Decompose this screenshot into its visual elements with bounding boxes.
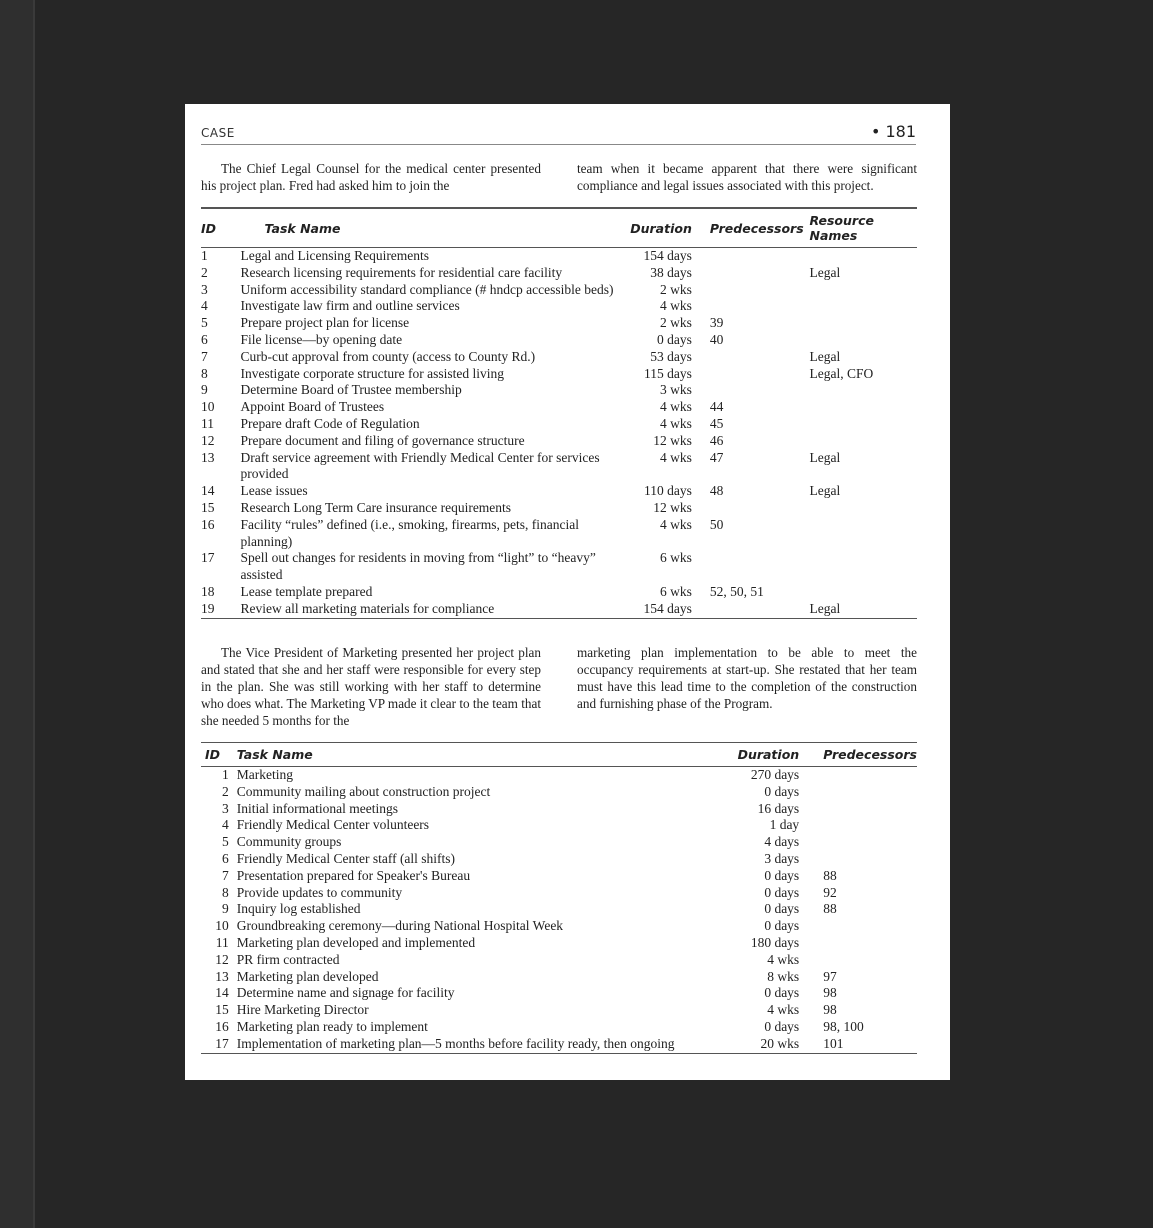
cell-resource-names	[810, 433, 918, 450]
book-page	[185, 104, 950, 1080]
col-resources-header: Resource Names	[809, 213, 874, 243]
cell-id: 11	[201, 415, 214, 431]
cell-task-name: Provide updates to community	[236, 884, 403, 900]
cell-predecessors	[692, 298, 810, 315]
cell-duration: 4 wks	[659, 298, 692, 314]
cell-duration: 6 wks	[659, 583, 692, 599]
cell-task-name: Research Long Term Care insurance requirements	[240, 499, 512, 515]
table-row	[201, 1036, 917, 1053]
table-row	[201, 315, 917, 332]
cell-duration: 180 days	[750, 934, 800, 950]
marketing-paragraph-right	[577, 644, 917, 712]
cell-duration: 154 days	[643, 248, 692, 263]
table-row	[201, 517, 917, 551]
table-row	[201, 584, 917, 601]
cell-duration: 154 days	[643, 600, 692, 616]
cell-id: 10	[201, 399, 215, 415]
cell-id: 7	[221, 867, 229, 883]
cell-task-name: Hire Marketing Director	[236, 1002, 369, 1018]
table-row	[201, 601, 917, 618]
intro-right-text: team when it became apparent that there were significant compliance and legal issues associated with this project.	[577, 161, 917, 193]
cell-predecessors	[692, 382, 810, 399]
table-row	[201, 399, 917, 416]
cell-task-name: Marketing plan developed and implemented	[236, 934, 476, 950]
cell-predecessors	[692, 601, 810, 618]
marketing-project-plan-table	[201, 742, 917, 1054]
cell-resource-names	[810, 332, 918, 349]
col-task-header: Task Name	[264, 220, 341, 236]
cell-id: 10	[215, 918, 229, 934]
cell-duration: 4 days	[764, 834, 800, 850]
cell-task-name: Community groups	[236, 834, 342, 850]
cell-predecessors: 98	[823, 1002, 837, 1018]
col-task-header: Task Name	[236, 747, 313, 762]
table-row	[201, 985, 917, 1002]
cell-task-name: Presentation prepared for Speaker's Bureau	[236, 867, 471, 883]
cell-predecessors: 98, 100	[823, 1018, 864, 1034]
table-row	[201, 885, 917, 902]
cell-predecessors: 40	[709, 331, 724, 347]
table-row	[201, 282, 917, 299]
legal-project-plan-table	[201, 207, 917, 619]
cell-id: 15	[215, 1002, 229, 1018]
cell-task-name: Lease template prepared	[240, 583, 373, 599]
cell-predecessors: 88	[823, 867, 837, 883]
cell-predecessors	[799, 851, 917, 868]
col-duration-header: Duration	[630, 220, 692, 236]
cell-duration: 16 days	[757, 800, 800, 816]
cell-duration: 20 wks	[760, 1035, 800, 1051]
cell-duration: 1 day	[769, 817, 800, 833]
cell-task-name: Research licensing requirements for residential care facility	[240, 264, 563, 280]
cell-resource-names	[810, 416, 918, 433]
cell-duration: 53 days	[650, 348, 692, 364]
cell-task-name: Friendly Medical Center staff (all shifts)	[236, 850, 456, 866]
table-row	[201, 851, 917, 868]
cell-predecessors	[692, 265, 810, 282]
cell-predecessors	[799, 817, 917, 834]
cell-id: 12	[201, 432, 215, 448]
page-number: • 181	[870, 122, 916, 141]
cell-duration: 38 days	[650, 264, 692, 280]
cell-predecessors: 101	[823, 1035, 844, 1051]
cell-duration: 4 wks	[659, 415, 692, 431]
marketing-right-text: marketing plan implementation to be able to meet the occupancy requirements at start-up. She restated that her team must have this lead time to the completion of the construction and furnishing phase of the Program.	[577, 645, 917, 711]
intro-left-text: The Chief Legal Counsel for the medical center presented his project plan. Fred had asked him to join the	[201, 161, 541, 193]
cell-id: 4	[201, 298, 208, 314]
cell-duration: 0 days	[764, 901, 800, 917]
header-rule	[201, 144, 916, 145]
cell-duration: 3 wks	[659, 382, 692, 398]
cell-duration: 4 wks	[767, 1002, 800, 1018]
cell-task-name: Lease issues	[240, 483, 308, 499]
cell-predecessors: 88	[823, 901, 837, 917]
cell-id: 8	[201, 365, 208, 381]
cell-predecessors: 44	[709, 399, 724, 415]
cell-predecessors: 50	[709, 516, 724, 532]
cell-duration: 4 wks	[767, 951, 800, 967]
cell-duration: 0 days	[764, 783, 800, 799]
cell-id: 16	[201, 516, 215, 532]
cell-resource-names: Legal	[809, 449, 841, 465]
table-row	[201, 834, 917, 851]
cell-duration: 4 wks	[659, 516, 692, 532]
cell-task-name: Legal and Licensing Requirements	[240, 248, 430, 263]
running-header-section: CASE	[201, 126, 235, 140]
table-row	[201, 550, 917, 584]
table-row	[201, 483, 917, 500]
cell-predecessors	[799, 918, 917, 935]
table-row	[201, 952, 917, 969]
table-row	[201, 817, 917, 834]
cell-id: 8	[221, 884, 229, 900]
cell-predecessors: 47	[709, 449, 724, 465]
cell-id: 14	[215, 985, 229, 1001]
cell-predecessors	[799, 801, 917, 818]
intro-paragraph-right	[577, 160, 917, 194]
cell-duration: 115 days	[643, 365, 692, 381]
cell-task-name: Appoint Board of Trustees	[240, 399, 385, 415]
cell-duration: 12 wks	[653, 432, 692, 448]
table-header-row	[201, 743, 917, 767]
cell-resource-names: Legal	[809, 483, 841, 499]
cell-id: 12	[215, 951, 229, 967]
cell-task-name: Spell out changes for residents in moving from “light” to “heavy” assisted	[240, 550, 596, 583]
cell-resource-names	[810, 399, 918, 416]
cell-id: 14	[201, 483, 215, 499]
cell-task-name: Investigate corporate structure for assisted living	[240, 365, 505, 381]
cell-task-name: Prepare draft Code of Regulation	[240, 415, 420, 431]
cell-resource-names	[810, 282, 918, 299]
cell-resource-names	[810, 550, 918, 584]
table-row	[201, 450, 917, 484]
cell-id: 6	[221, 850, 229, 866]
cell-duration: 2 wks	[659, 315, 692, 331]
cell-resource-names	[810, 517, 918, 551]
cell-predecessors	[799, 784, 917, 801]
cell-id: 6	[201, 331, 208, 347]
cell-id: 1	[221, 767, 229, 782]
cell-id: 4	[221, 817, 229, 833]
cell-resource-names: Legal, CFO	[809, 365, 874, 381]
cell-id: 13	[201, 449, 215, 465]
cell-duration: 2 wks	[659, 281, 692, 297]
table-row	[201, 433, 917, 450]
legal-table-body	[201, 248, 917, 619]
cell-predecessors: 92	[823, 884, 837, 900]
table-row	[201, 935, 917, 952]
cell-predecessors: 52, 50, 51	[709, 583, 764, 599]
cell-predecessors	[692, 550, 810, 584]
table-row	[201, 366, 917, 383]
cell-duration: 6 wks	[659, 550, 692, 566]
table-row	[201, 416, 917, 433]
cell-predecessors	[799, 952, 917, 969]
marketing-table-body	[201, 767, 917, 1054]
table-row	[201, 784, 917, 801]
cell-id: 15	[201, 499, 215, 515]
table-row	[201, 767, 917, 784]
cell-duration: 12 wks	[653, 499, 692, 515]
cell-id: 13	[215, 968, 229, 984]
cell-task-name: Friendly Medical Center volunteers	[236, 817, 430, 833]
cell-id: 18	[201, 583, 215, 599]
table-row	[201, 349, 917, 366]
cell-predecessors	[799, 767, 917, 784]
cell-task-name: Draft service agreement with Friendly Medical Center for services provided	[240, 449, 600, 482]
cell-id: 9	[221, 901, 229, 917]
cell-task-name: Marketing	[236, 767, 293, 782]
cell-duration: 4 wks	[659, 449, 692, 465]
cell-predecessors: 97	[823, 968, 837, 984]
cell-id: 2	[221, 783, 229, 799]
cell-task-name: Review all marketing materials for compliance	[240, 600, 495, 616]
cell-duration: 3 days	[764, 850, 800, 866]
cell-duration: 0 days	[656, 331, 692, 347]
table-row	[201, 1019, 917, 1036]
cell-id: 17	[201, 550, 215, 566]
table-header-row	[201, 208, 917, 248]
cell-id: 2	[201, 264, 208, 280]
cell-task-name: Determine Board of Trustee membership	[240, 382, 462, 398]
cell-id: 5	[201, 315, 208, 331]
col-predecessors-header: Predecessors	[823, 747, 917, 762]
cell-resource-names: Legal	[809, 600, 841, 616]
cell-predecessors: 39	[709, 315, 724, 331]
table-row	[201, 1002, 917, 1019]
cell-id: 1	[201, 248, 208, 263]
cell-resource-names	[810, 500, 918, 517]
cell-id: 9	[201, 382, 208, 398]
cell-duration: 0 days	[764, 884, 800, 900]
table-row	[201, 500, 917, 517]
table-row	[201, 901, 917, 918]
cell-id: 3	[221, 800, 229, 816]
cell-task-name: Prepare project plan for license	[240, 315, 410, 331]
cell-task-name: Groundbreaking ceremony—during National Hospital Week	[236, 918, 564, 934]
table-row	[201, 969, 917, 986]
cell-task-name: File license—by opening date	[240, 331, 403, 347]
marketing-left-text: The Vice President of Marketing presented her project plan and stated that she and her staff were responsible for every step in the plan. She was still working with her staff to determine who does what. The Marketing VP made it clear to the team that she needed 5 months for the	[201, 645, 541, 728]
cell-resource-names: Legal	[809, 348, 841, 364]
cell-task-name: Community mailing about construction project	[236, 783, 491, 799]
table-row	[201, 918, 917, 935]
table-row	[201, 332, 917, 349]
intro-paragraph-left	[201, 160, 541, 194]
cell-task-name: PR firm contracted	[236, 951, 340, 967]
table-row	[201, 248, 917, 265]
table-row	[201, 298, 917, 315]
table-row	[201, 265, 917, 282]
cell-resource-names	[810, 298, 918, 315]
viewer-sidebar	[0, 0, 35, 1228]
cell-duration: 8 wks	[767, 968, 800, 984]
cell-predecessors	[692, 282, 810, 299]
cell-predecessors	[799, 834, 917, 851]
cell-id: 7	[201, 348, 208, 364]
cell-duration: 0 days	[764, 1018, 800, 1034]
cell-task-name: Marketing plan developed	[236, 968, 379, 984]
cell-id: 19	[201, 600, 215, 616]
cell-task-name: Facility “rules” defined (i.e., smoking, firearms, pets, financial planning)	[240, 516, 579, 549]
cell-task-name: Implementation of marketing plan—5 months before facility ready, then ongoing	[236, 1035, 675, 1051]
cell-id: 16	[215, 1018, 229, 1034]
cell-duration: 0 days	[764, 985, 800, 1001]
col-predecessors-header: Predecessors	[709, 220, 804, 236]
col-id-header: ID	[201, 220, 217, 236]
col-duration-header: Duration	[737, 747, 800, 762]
table-row	[201, 382, 917, 399]
cell-id: 5	[221, 834, 229, 850]
cell-duration: 270 days	[750, 767, 800, 782]
cell-predecessors: 48	[709, 483, 724, 499]
table-row	[201, 868, 917, 885]
cell-predecessors: 98	[823, 985, 837, 1001]
marketing-paragraph-left	[201, 644, 541, 729]
cell-resource-names: Legal	[809, 264, 841, 280]
cell-predecessors	[692, 366, 810, 383]
cell-task-name: Inquiry log established	[236, 901, 361, 917]
cell-duration: 0 days	[764, 918, 800, 934]
cell-resource-names	[810, 315, 918, 332]
cell-task-name: Marketing plan ready to implement	[236, 1018, 428, 1034]
cell-resource-names	[810, 584, 918, 601]
cell-duration: 0 days	[764, 867, 800, 883]
cell-resource-names	[810, 248, 918, 265]
cell-task-name: Investigate law firm and outline services	[240, 298, 460, 314]
col-id-header: ID	[205, 747, 221, 762]
cell-task-name: Determine name and signage for facility	[236, 985, 455, 1001]
cell-predecessors	[692, 248, 810, 265]
cell-task-name: Curb-cut approval from county (access to County Rd.)	[240, 348, 536, 364]
cell-id: 3	[201, 281, 208, 297]
cell-task-name: Initial informational meetings	[236, 800, 398, 816]
cell-predecessors	[692, 349, 810, 366]
cell-predecessors	[692, 500, 810, 517]
cell-duration: 4 wks	[659, 399, 692, 415]
cell-id: 11	[215, 934, 229, 950]
cell-predecessors	[799, 935, 917, 952]
table-row	[201, 801, 917, 818]
cell-task-name: Prepare document and filing of governance structure	[240, 432, 525, 448]
cell-id: 17	[215, 1035, 229, 1051]
cell-predecessors: 46	[709, 432, 724, 448]
cell-duration: 110 days	[643, 483, 692, 499]
cell-resource-names	[810, 382, 918, 399]
cell-predecessors: 45	[709, 415, 724, 431]
cell-task-name: Uniform accessibility standard compliance (# hndcp accessible beds)	[240, 281, 614, 297]
